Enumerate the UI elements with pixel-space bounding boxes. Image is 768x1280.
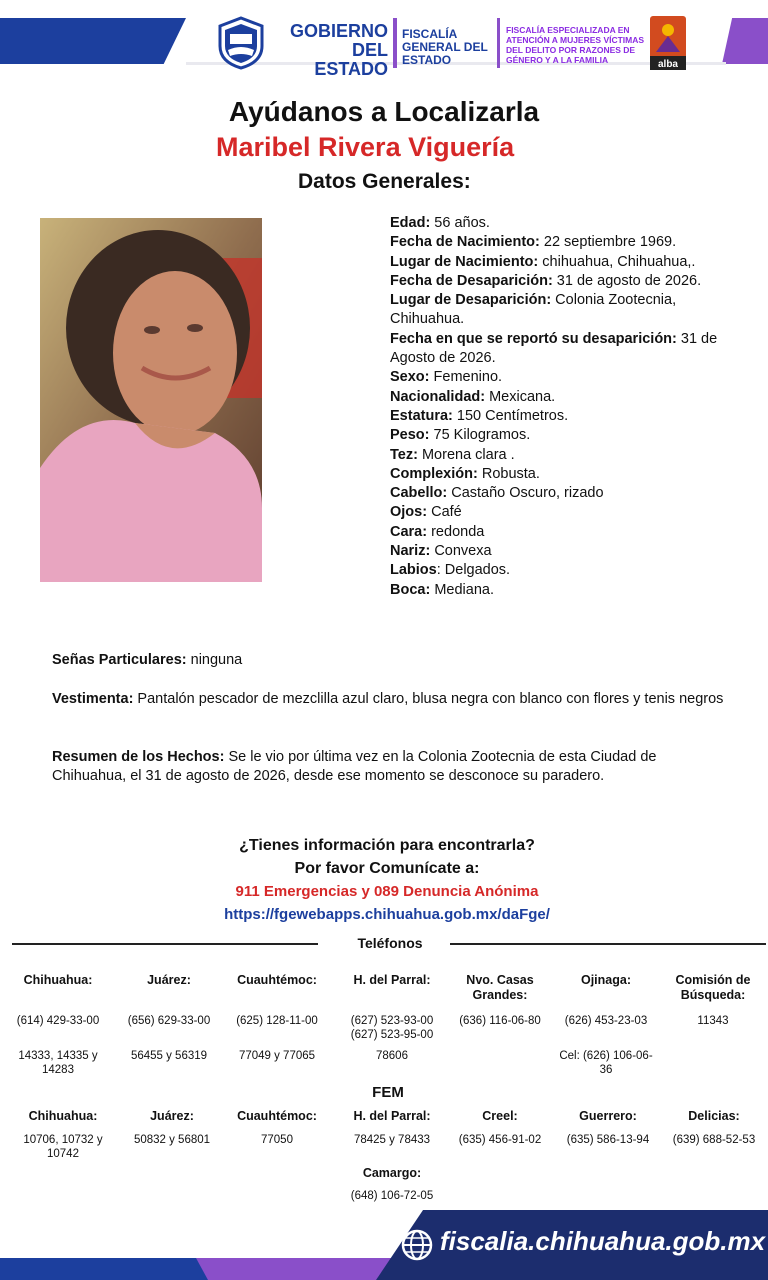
data-row xyxy=(390,542,750,561)
section-heading: Datos Generales: xyxy=(298,170,471,193)
data-row xyxy=(390,253,750,272)
resumen-de-los-hechos xyxy=(52,748,732,786)
telefonos-phone: (636) 116-06-80 xyxy=(459,1015,541,1027)
fem-header: Camargo: xyxy=(362,1166,422,1180)
data-label: Cabello: xyxy=(390,485,448,502)
data-row xyxy=(390,446,750,465)
data-row xyxy=(390,291,750,330)
fem-title: FEM xyxy=(372,1084,404,1101)
telefonos-header: Nvo. Casas Grandes: xyxy=(466,973,534,1002)
telefonos-phone: (625) 128-11-00 xyxy=(236,1015,318,1027)
data-label: Nacionalidad: xyxy=(390,388,486,405)
fem-phone: (648) 106-72-05 xyxy=(350,1190,434,1202)
telefonos-header: Ojinaga: xyxy=(580,973,631,987)
data-value: redonda xyxy=(427,523,485,540)
footer-purple-band xyxy=(196,1258,396,1280)
telefonos-header: Comisión de Búsqueda: xyxy=(675,973,751,1002)
header-divider xyxy=(393,18,397,68)
data-value: 31 de agosto de 2026. xyxy=(552,272,702,289)
report-link[interactable]: https://fgewebapps.chihuahua.gob.mx/daFge/ xyxy=(224,906,550,923)
gobierno-del-estado-logo-text: GOBIERNO DEL ESTADO xyxy=(289,21,388,79)
fem-header: H. del Parral: xyxy=(353,1109,431,1123)
data-value: 56 años. xyxy=(430,215,490,231)
fiscalia-especializada-text: FISCALÍA ESPECIALIZADA EN ATENCIÓN A MUJERES VÍCTIMAS DEL DELITO POR RAZONES DE GÉNERO Y A LA FAMILIA xyxy=(506,25,645,65)
header-purple-band xyxy=(722,18,768,64)
telefonos-extension: Cel: (626) 106-06-36 xyxy=(559,1050,653,1076)
data-value: chihuahua, Chihuahua,. xyxy=(538,253,696,270)
data-label: Boca: xyxy=(390,581,431,598)
telefonos-extension: 14333, 14335 y 14283 xyxy=(18,1050,98,1076)
senas-particulares xyxy=(52,651,732,670)
data-label: Fecha de Nacimiento: xyxy=(390,234,540,251)
alba-logo-icon xyxy=(650,16,686,70)
telefonos-phone: (656) 629-33-00 xyxy=(127,1015,211,1027)
svg-text:alba: alba xyxy=(657,59,679,70)
data-label: Tez: xyxy=(390,446,418,463)
data-value: Castaño Oscuro, rizado xyxy=(447,485,604,502)
telefonos-phone: (627) 523-93-00 (627) 523-95-00 xyxy=(350,1015,434,1041)
fem-extension: 78425 y 78433 xyxy=(353,1134,431,1146)
header-blue-band xyxy=(0,18,186,64)
data-row xyxy=(390,233,750,252)
telefonos-phone: (626) 453-23-03 xyxy=(564,1015,648,1027)
vestimenta xyxy=(52,690,732,709)
data-label: Complexión: xyxy=(390,465,478,482)
data-value: Colonia Zootecnia, Chihuahua. xyxy=(390,292,677,328)
contact-question: ¿Tienes información para encontrarla? xyxy=(239,837,535,854)
telefonos-extension: 56455 y 56319 xyxy=(130,1050,208,1062)
senas-value: ninguna xyxy=(186,652,243,668)
general-data-list xyxy=(390,214,750,600)
data-label: Lugar de Desaparición: xyxy=(390,292,552,309)
telefonos-title: Teléfonos xyxy=(357,935,423,951)
data-row xyxy=(390,426,750,445)
data-row xyxy=(390,330,750,369)
senas-label: Señas Particulares: xyxy=(52,652,187,668)
fem-extension: 10706, 10732 y 10742 xyxy=(23,1134,103,1160)
footer-website-link[interactable]: fiscalia.chihuahua.gob.mx xyxy=(440,1226,766,1256)
data-value: Mediana. xyxy=(430,581,494,598)
telefonos-extension: 77049 y 77065 xyxy=(238,1050,316,1062)
data-row xyxy=(390,523,750,542)
data-row xyxy=(390,368,750,387)
telefonos-header: Cuauhtémoc: xyxy=(237,973,317,987)
data-value: Femenino. xyxy=(429,369,503,386)
fem-extension: (635) 456-91-02 xyxy=(458,1134,542,1146)
data-label: Ojos: xyxy=(390,504,428,521)
data-value: Robusta. xyxy=(477,465,540,482)
contact-please: Por favor Comunícate a: xyxy=(294,860,480,877)
telefonos-extension: 78606 xyxy=(376,1050,408,1062)
header-divider xyxy=(497,18,500,68)
missing-person-photo xyxy=(40,218,262,582)
data-label: Fecha en que se reportó su desaparición: xyxy=(390,330,677,347)
telefonos-phone: 11343 xyxy=(697,1015,729,1027)
data-label: Lugar de Nacimiento: xyxy=(390,253,539,270)
fiscalia-general-text: FISCALÍA GENERAL DEL ESTADO xyxy=(402,27,488,67)
fem-extension: (639) 688-52-53 xyxy=(672,1134,756,1146)
globe-icon xyxy=(400,1228,434,1262)
data-row xyxy=(390,407,750,426)
emergency-numbers: 911 Emergencias y 089 Denuncia Anónima xyxy=(235,883,539,900)
data-row xyxy=(390,465,750,484)
resumen-label: Resumen de los Hechos: xyxy=(52,749,225,765)
data-label: Edad: xyxy=(390,215,431,231)
fem-header: Chihuahua: xyxy=(28,1109,98,1123)
data-label: Sexo: xyxy=(390,369,430,386)
state-seal-icon xyxy=(216,16,266,70)
data-row xyxy=(390,388,750,407)
data-label: Labios xyxy=(390,562,437,579)
data-row xyxy=(390,561,750,580)
data-value: Mexicana. xyxy=(485,388,556,405)
data-label: Peso: xyxy=(390,427,430,444)
fem-extension: 50832 y 56801 xyxy=(133,1134,211,1146)
data-value: 31 de Agosto de 2026. xyxy=(390,330,718,367)
data-label: Fecha de Desaparición: xyxy=(390,272,553,289)
data-value: 75 Kilogramos. xyxy=(429,427,531,444)
fem-header: Juárez: xyxy=(150,1109,194,1123)
data-label: Estatura: xyxy=(390,407,453,424)
data-value: Morena clara . xyxy=(417,446,515,463)
fem-header: Delicias: xyxy=(688,1109,740,1123)
vestimenta-label: Vestimenta: xyxy=(52,691,134,707)
data-row xyxy=(390,581,750,600)
fem-header: Cuauhtémoc: xyxy=(237,1109,317,1123)
data-label: Cara: xyxy=(390,523,428,540)
data-value: Café xyxy=(427,504,462,521)
data-row xyxy=(390,503,750,522)
data-value: Convexa xyxy=(430,543,492,560)
data-value: 22 septiembre 1969. xyxy=(539,234,677,251)
data-row xyxy=(390,272,750,291)
data-row xyxy=(390,484,750,503)
telefonos-header: H. del Parral: xyxy=(353,973,431,987)
resumen-value: Se le vio por última vez en la Colonia Zootecnia de esta Ciudad de Chihuahua, el 31 de agosto de 2026, desde ese momento se desconoce su paradero. xyxy=(52,749,657,784)
vestimenta-value: Pantalón pescador de mezclilla azul claro, blusa negra con blanco con flores y tenis negros xyxy=(133,691,724,707)
telefonos-header: Chihuahua: xyxy=(23,973,93,987)
telefonos-phone: (614) 429-33-00 xyxy=(16,1015,100,1027)
missing-person-name: Maribel Rivera Viguería xyxy=(216,132,515,162)
fem-header: Guerrero: xyxy=(579,1109,637,1123)
fem-extension: (635) 586-13-94 xyxy=(566,1134,650,1146)
page-title: Ayúdanos a Localizarla xyxy=(228,96,540,127)
fem-header: Creel: xyxy=(482,1109,518,1123)
data-value: 150 Centímetros. xyxy=(452,407,569,424)
data-row xyxy=(390,214,750,233)
data-label: Nariz: xyxy=(390,543,431,560)
telefonos-header: Juárez: xyxy=(147,973,191,987)
data-value: : Delgados. xyxy=(436,562,511,579)
fem-extension: 77050 xyxy=(261,1134,293,1146)
